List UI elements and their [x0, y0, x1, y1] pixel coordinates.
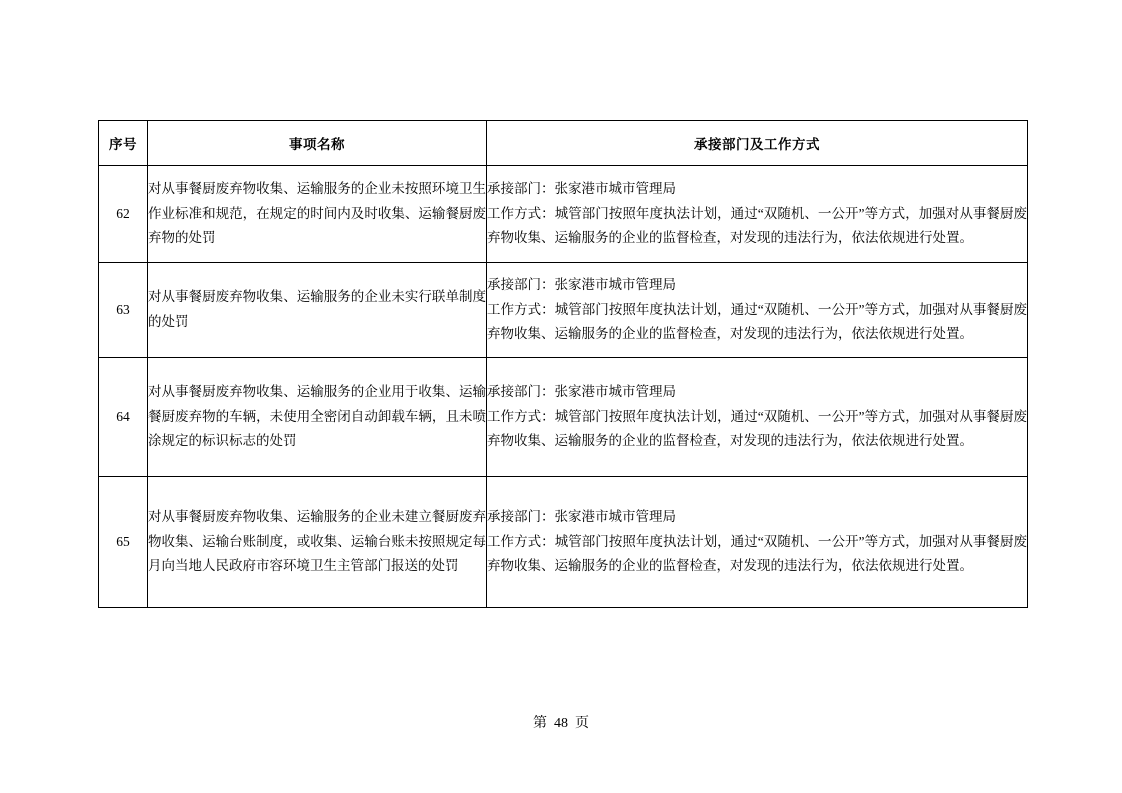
- table-row: [99, 166, 1028, 263]
- cell-seq: 62: [99, 166, 148, 263]
- table-row: [99, 477, 1028, 608]
- table-header-row: [99, 121, 1028, 166]
- table-row: [99, 263, 1028, 358]
- items-table: [98, 120, 1028, 608]
- table-row: [99, 358, 1028, 477]
- cell-item-name: 对从事餐厨废弃物收集、运输服务的企业用于收集、运输餐厨废弃物的车辆，未使用全密闭自动卸载车辆，且未喷涂规定的标识标志的处罚: [148, 358, 487, 477]
- cell-seq: 63: [99, 263, 148, 358]
- dept-method-line: 工作方式：城管部门按照年度执法计划，通过“双随机、一公开”等方式，加强对从事餐厨废弃物收集、运输服务的企业的监督检查，对发现的违法行为，依法依规进行处置。: [487, 205, 1027, 246]
- dept-method-line: 工作方式：城管部门按照年度执法计划，通过“双随机、一公开”等方式，加强对从事餐厨废弃物收集、运输服务的企业的监督检查，对发现的违法行为，依法依规进行处置。: [487, 408, 1027, 449]
- dept-method-line: 工作方式：城管部门按照年度执法计划，通过“双随机、一公开”等方式，加强对从事餐厨废弃物收集、运输服务的企业的监督检查，对发现的违法行为，依法依规进行处置。: [487, 533, 1027, 574]
- footer-prefix: 第: [533, 716, 547, 731]
- footer-page-number: 48: [554, 716, 568, 731]
- dept-accept-line: 承接部门：张家港市城市管理局: [487, 276, 676, 292]
- page-footer: [0, 712, 1122, 732]
- cell-department: [487, 166, 1028, 263]
- cell-seq: 65: [99, 477, 148, 608]
- dept-accept-line: 承接部门：张家港市城市管理局: [487, 383, 676, 399]
- dept-accept-line: 承接部门：张家港市城市管理局: [487, 180, 676, 196]
- cell-department: [487, 263, 1028, 358]
- cell-item-name: 对从事餐厨废弃物收集、运输服务的企业未按照环境卫生作业标准和规范，在规定的时间内及时收集、运输餐厨废弃物的处罚: [148, 166, 487, 263]
- column-header-dept: 承接部门及工作方式: [487, 121, 1028, 166]
- cell-department: [487, 477, 1028, 608]
- cell-item-name: 对从事餐厨废弃物收集、运输服务的企业未实行联单制度的处罚: [148, 263, 487, 358]
- dept-method-line: 工作方式：城管部门按照年度执法计划，通过“双随机、一公开”等方式，加强对从事餐厨废弃物收集、运输服务的企业的监督检查，对发现的违法行为，依法依规进行处置。: [487, 301, 1027, 342]
- cell-item-name: 对从事餐厨废弃物收集、运输服务的企业未建立餐厨废弃物收集、运输台账制度，或收集、运输台账未按照规定每月向当地人民政府市容环境卫生主管部门报送的处罚: [148, 477, 487, 608]
- footer-suffix: 页: [575, 716, 589, 731]
- column-header-name: 事项名称: [148, 121, 487, 166]
- dept-accept-line: 承接部门：张家港市城市管理局: [487, 508, 676, 524]
- cell-seq: 64: [99, 358, 148, 477]
- cell-department: [487, 358, 1028, 477]
- column-header-seq: 序号: [99, 121, 148, 166]
